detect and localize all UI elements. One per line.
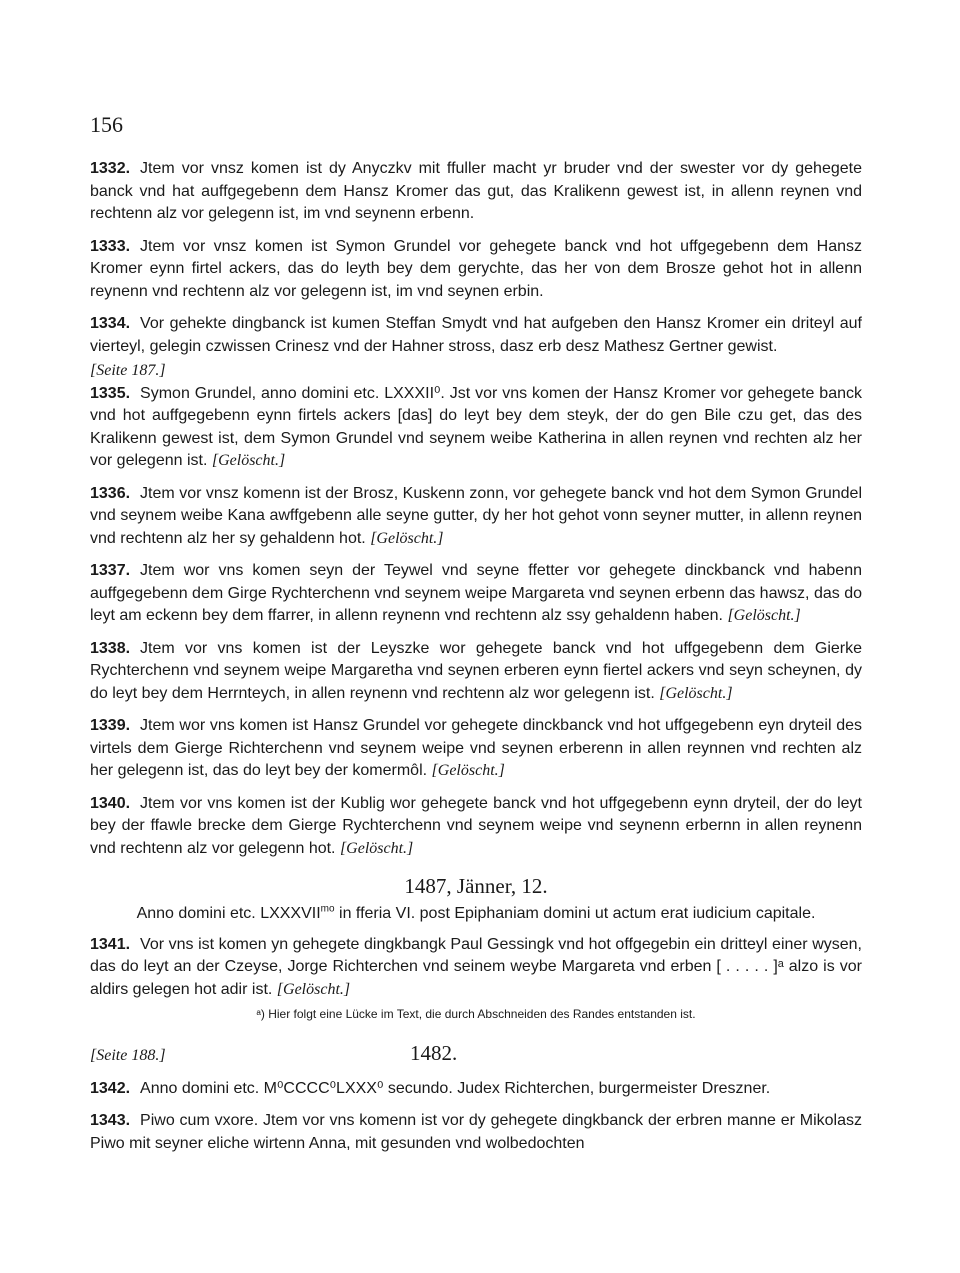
entries-group-c bbox=[90, 1078, 862, 1156]
intro-text-end: in fferia VI. post Epiphaniam domini ut actum erat iudicium capitale. bbox=[334, 905, 816, 922]
page-number: 156 bbox=[90, 112, 123, 137]
entry-1338 bbox=[90, 638, 862, 706]
footnote: ᵃ) Hier folgt eine Lücke im Text, die durch Abschneiden des Randes entstanden ist. bbox=[256, 1007, 696, 1021]
entry-1335 bbox=[90, 383, 862, 473]
deleted-note: [Gelöscht.] bbox=[431, 762, 505, 779]
entry-number: 1337. bbox=[90, 562, 131, 579]
session-intro bbox=[90, 903, 862, 926]
date-heading: 1487, Jänner, 12. bbox=[404, 874, 548, 898]
document-page bbox=[90, 112, 862, 1165]
entry-1342 bbox=[90, 1078, 862, 1101]
entry-text: Jtem wor vns komen seyn der Teywel vnd seyne ffetter vor gehegete dinckbanck vnd habenn auffgegebenn dem Girge Rychterchenn vnd seynem weipe Margareta vnd seynen erbenn das hawsz, das do leyt am eckenn bey dem ffarrer, in allenn reynenn vnd rechtenn alz ssy gehaldenn haben. bbox=[90, 562, 862, 624]
entry-1339 bbox=[90, 715, 862, 783]
entry-text: Symon Grundel, anno domini etc. LXXXII⁰. Jst vor vns komen der Hansz Kromer vor gehegete banck vnd hot auffgegebenn eynn firtels ackers [das] do leyt bey dem steyk, der do gen Bile czu get, das des Kralikenn gewest ist, dem Symon Grundel vnd seynem weibe Katherina in allen reynen vnd rechten alz her vor gelegenn ist. bbox=[90, 384, 862, 469]
entries-group-b bbox=[90, 383, 862, 861]
entries-group-a bbox=[90, 158, 862, 358]
entry-text: Jtem vor vns komen ist der Kublig wor gehegete banck vnd hot uffgegebenn eynn dryteil, der do leyt bey der ffawle brecke dem Gierge Rychterchenn vnd seynem weipe vnd seynenn erbernn in allen reynenn vnd rechtenn alz vor gelegenn hot. bbox=[90, 794, 862, 857]
entry-1340 bbox=[90, 793, 862, 861]
entry-number: 1342. bbox=[90, 1079, 131, 1097]
entry-number: 1338. bbox=[90, 639, 131, 657]
entry-number: 1333. bbox=[90, 237, 131, 255]
entry-number: 1340. bbox=[90, 794, 131, 812]
entry-number: 1339. bbox=[90, 717, 131, 734]
entry-number: 1332. bbox=[90, 160, 131, 177]
entry-1341 bbox=[90, 934, 862, 1002]
deleted-note: [Gelöscht.] bbox=[659, 684, 733, 702]
entry-text: Jtem vor vns komen ist der Leyszke wor gehegete banck vnd hot uffgegebenn dem Gierke Rychterchenn vnd seynem weipe Margaretha vnd seynen erberen eynn fiertel ackers vnd seyn scheynen, dy do leyt bey dem Herrnteych, in allen reynenn vnd rechtenn alz wor gelegenn ist. bbox=[90, 639, 862, 702]
intro-superscript: mo bbox=[320, 903, 335, 915]
entry-text: Jtem wor vns komen ist Hansz Grundel vor gehegete dinckbanck vnd hot uffgegebenn eyn dryteil des virtels dem Gierge Richterchenn vnd seynem weipe vnd seynen erberenn in allen reynnen vnd rechten alz her gelegenn ist, das do leyt bey der komermôl. bbox=[90, 717, 862, 779]
deleted-note: [Gelöscht.] bbox=[727, 607, 801, 624]
seite-marker-187: [Seite 187.] bbox=[90, 362, 166, 379]
deleted-note: [Gelöscht.] bbox=[339, 839, 414, 857]
entry-text: Piwo cum vxore. Jtem vor vns komenn ist vor dy gehegete dingkbanck der erbren manne er Mikolasz Piwo mit seyner eliche wirtenn Anna, mit gesunden vnd wolbedochten bbox=[90, 1112, 862, 1152]
entry-1332 bbox=[90, 158, 862, 226]
entry-1337 bbox=[90, 560, 862, 628]
entry-1336 bbox=[90, 483, 862, 551]
entry-text: Vor gehekte dingbanck ist kumen Steffan Smydt vnd hat aufgeben den Hansz Kromer ein driteyl auf vierteyl, gelegin czwissen Crinesz vnd der Hahner stross, dasz erb desz Mathesz Gertner gewist. bbox=[90, 315, 862, 355]
entry-1343 bbox=[90, 1110, 862, 1155]
entry-number: 1336. bbox=[90, 484, 131, 502]
entry-1334 bbox=[90, 313, 862, 358]
entry-1333 bbox=[90, 236, 862, 304]
entry-number: 1343. bbox=[90, 1112, 131, 1129]
entry-text: Jtem vor vnsz komen ist Symon Grundel vor gehegete banck vnd hot uffgegebenn dem Hansz Kromer eynn firtel ackers, das do leyth bey dem gerychte, das her von dem Brosze gehot hot in allenn reynenn vnd rechtenn alz vor gelegenn ist, im vnd seynen erbin. bbox=[90, 237, 862, 300]
intro-text-start: Anno domini etc. LXXXVII bbox=[136, 905, 321, 922]
entry-text: Jtem vor vnsz komenn ist der Brosz, Kuskenn zonn, vor gehegete banck vnd hot dem Symon Grundel vnd seynem weibe Kana awffgebenn alle seyne gutter, dy her hot gehot vonn seyner mutter, in allenn reynen vnd rechtenn alz her sy gehaldenn hot. bbox=[90, 484, 862, 547]
year-heading: 1482. bbox=[410, 1041, 458, 1065]
entry-number: 1335. bbox=[90, 384, 131, 402]
deleted-note: [Gelöscht.] bbox=[276, 980, 351, 998]
deleted-note: [Gelöscht.] bbox=[370, 529, 444, 547]
entry-number: 1334. bbox=[90, 315, 131, 332]
entry-text: Jtem vor vnsz komen ist dy Anyczkv mit ffuller macht yr bruder vnd der swester vor dy gehegete banck vnd hat auffgegebenn dem Hansz Kromer das gut, das Kralikenn gewest ist, in allenn reynen vnd rechtenn alz vor gelegenn ist, im vnd seynenn erbenn. bbox=[90, 160, 862, 222]
entry-text: Anno domini etc. M⁰CCCC⁰LXXX⁰ secundo. Judex Richterchen, burgermeister Dreszner. bbox=[140, 1079, 771, 1097]
entry-number: 1341. bbox=[90, 935, 131, 953]
year-row bbox=[90, 1041, 862, 1068]
entry-text: Vor vns ist komen yn gehegete dingkbangk Paul Gessingk vnd hot offgegebin ein dritteyl einer wysen, das do leyt an der Czeyse, Jorge Richterchen vnd seinem weybe Margareta vnd erben [ . . . . . ]ᵃ alzo is vor aldirs gelegen hot adir ist. bbox=[90, 935, 862, 998]
deleted-note: [Gelöscht.] bbox=[211, 452, 286, 469]
seite-marker-188: [Seite 188.] bbox=[90, 1047, 166, 1064]
